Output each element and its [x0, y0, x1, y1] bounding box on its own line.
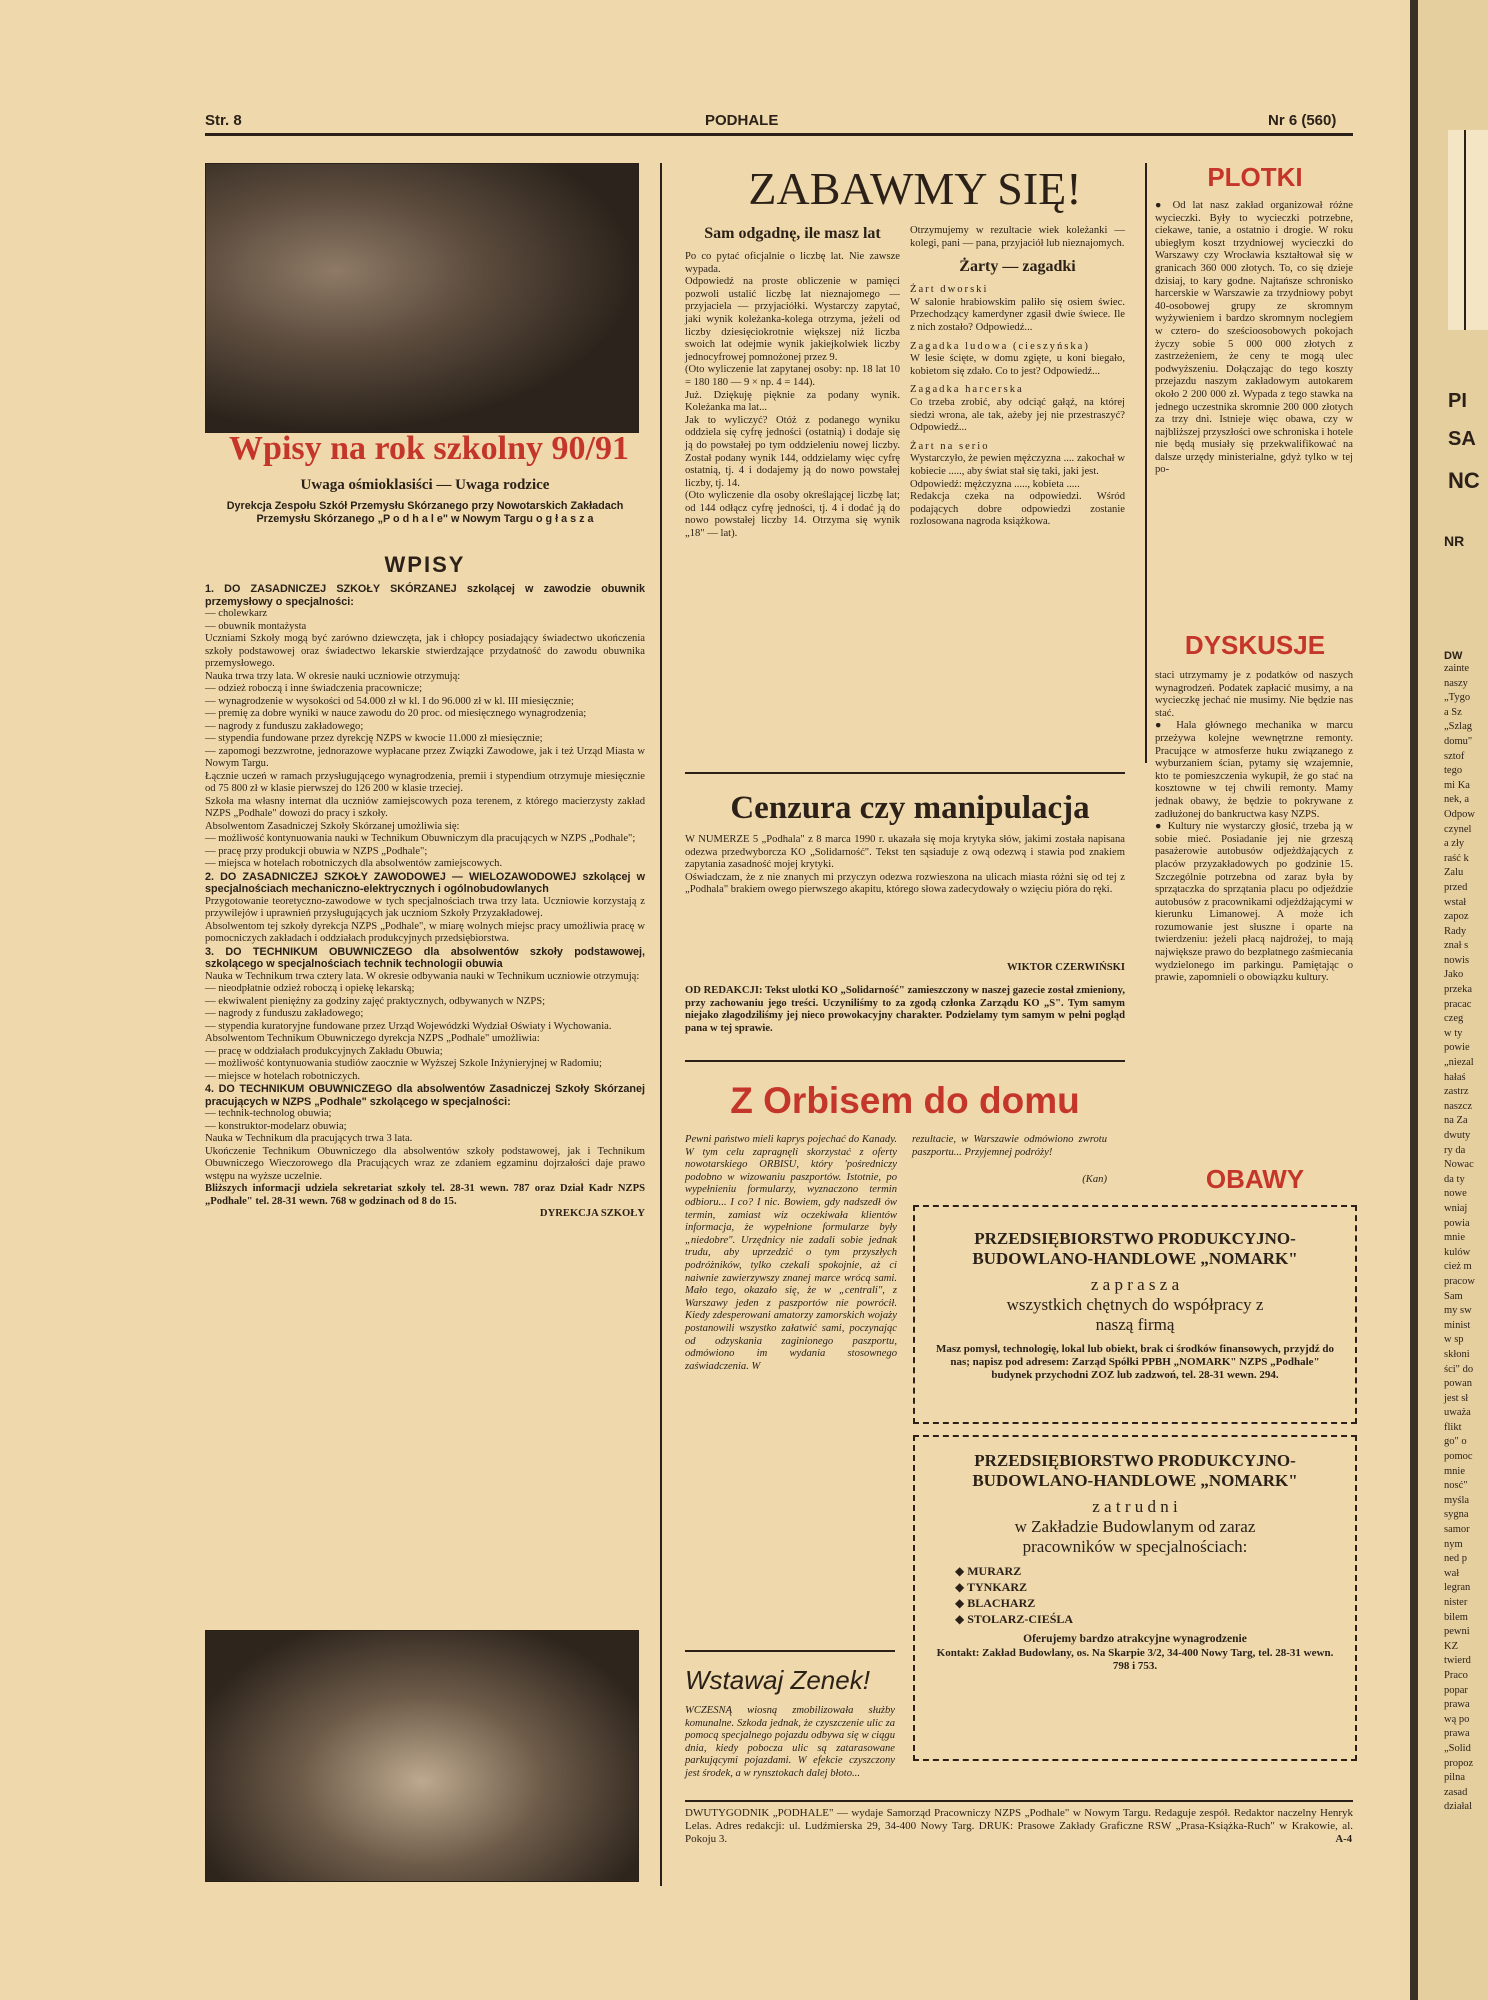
edge-text-sa: SA	[1448, 428, 1476, 450]
edge-text-line: powie	[1444, 1042, 1470, 1054]
section-4-heading: 4. DO TECHNIKUM OBUWNICZEGO dla absolwentów Zasadniczej Szkoły Skórzanej pracujących w NZPS „Podhale" szkolącego w specjalności:	[205, 1083, 645, 1108]
nomark-ad-2-title: PRZEDSIĘBIORSTWO PRODUKCYJNO-BUDOWLANO-HANDLOWE „NOMARK"	[972, 1451, 1298, 1490]
edge-text-nc: NC	[1448, 468, 1480, 493]
edge-text-line: naszy	[1444, 677, 1468, 689]
edge-text-line: wniaj	[1444, 1202, 1468, 1214]
games-column-1	[685, 225, 900, 765]
masthead-title: PODHALE	[705, 112, 779, 129]
section-2-heading: 2. DO ZASADNICZEJ SZKOŁY ZAWODOWEJ — WIELOZAWODOWEJ szkolącej w specjalnościach mechaniczno-elektrycznych i ogólnobudowlanych	[205, 870, 645, 895]
joke-4-title: Żart na serio	[910, 440, 990, 452]
plotki-title: PLOTKI	[1207, 162, 1303, 192]
edge-text-line: da ty	[1444, 1173, 1465, 1185]
admissions-announcer: Dyrekcja Zespołu Szkół Przemysłu Skórzanego przy Nowotarskich Zakładach Przemysłu Skórzanego „P o d h a l e" w Nowym Targu o g ł a s z a	[226, 500, 624, 525]
edge-text-line: pracow	[1444, 1275, 1475, 1287]
cenzura-title: Cenzura czy manipulacja	[730, 790, 1090, 826]
edge-text-line: wą po	[1444, 1713, 1470, 1725]
edge-text-line: zapoz	[1444, 911, 1469, 923]
edge-text-line: zainte	[1444, 663, 1470, 674]
edge-text-line: minist	[1444, 1319, 1471, 1331]
edge-text-line: raść k	[1444, 852, 1469, 864]
edge-text-line: Zalu	[1444, 867, 1464, 879]
edge-text-line: „niezal	[1444, 1057, 1474, 1069]
edge-text-line: powia	[1444, 1217, 1470, 1229]
edge-text-line: pracac	[1444, 998, 1472, 1010]
edge-text-line: myśla	[1444, 1494, 1470, 1506]
age-guess-result: Otrzymujemy w rezultacie wiek koleżanki — kolegi, pani — pana, przyjaciół lub nieznajomych.	[910, 225, 1125, 249]
orbis-signature: (Kan)	[1082, 1174, 1107, 1185]
edge-text-line: nosć"	[1444, 1480, 1468, 1492]
position-label: TYNKARZ	[967, 1580, 1028, 1594]
edge-text-line: zastrz	[1444, 1086, 1469, 1098]
cenzura-signature: WIKTOR CZERWIŃSKI	[1006, 962, 1125, 973]
edge-text-line: a zły	[1444, 838, 1465, 850]
edge-text-line: domu"	[1444, 735, 1473, 747]
nomark-ad-2-contact: Kontakt: Zakład Budowlany, os. Na Skarpie 3/2, 34-400 Nowy Targ, tel. 28-31 wewn. 798 i 753.	[936, 1647, 1334, 1672]
edge-text-line: tego	[1444, 765, 1463, 777]
edge-text-line: twierd	[1444, 1655, 1471, 1667]
edge-text-line: naszcz	[1444, 1100, 1472, 1112]
nomark-ad-2-line: w Zakładzie Budowlanym od zaraz pracowników w specjalnościach:	[1014, 1517, 1256, 1556]
edge-text-line: Praco	[1444, 1669, 1468, 1681]
zenek-body: WCZESNĄ wiosną zmobilizowała służby komunalne. Szkoda jednak, że czyszczenie ulic za pomocą specjalnego pojazdu odbywa się w ciągu dnia, kiedy pobocza ulic są zatarasowane parkującymi pojazdami. W efekcie czyszczony jest środek, a w rynsztokach dalej błoto...	[685, 1705, 895, 1779]
edge-text-line: kulów	[1444, 1246, 1471, 1258]
edge-text-line: Odpow	[1444, 808, 1475, 820]
edge-text-line: nowe	[1444, 1188, 1467, 1200]
edge-text-line: zasad	[1444, 1786, 1468, 1798]
edge-text-line: ned p	[1444, 1553, 1468, 1565]
imprint: DWUTYGODNIK „PODHALE" — wydaje Samorząd Pracowniczy NZPS „Podhale" w Nowym Targu. Redaguje zespół. Redaktor naczelny Henryk Lelas. Adres redakcji: ul. Ludźmierska 29, 34-400 Nowy Targ. DRUK: Prasowe Zakłady Graficzne RSW „Prasa-Książka-Ruch" w Krakowie, al. Pokoju 3.	[685, 1807, 1353, 1845]
edge-text-line: Nowac	[1444, 1159, 1474, 1171]
edge-text-line: wał	[1444, 1567, 1460, 1579]
edge-text-line: działal	[1444, 1801, 1472, 1813]
rule-above-footer	[685, 1800, 1353, 1802]
edge-text-line: sygna	[1444, 1509, 1469, 1521]
edge-text-line: Sam	[1444, 1290, 1463, 1302]
edge-text-line: na Za	[1444, 1115, 1468, 1127]
edge-text-line: znał s	[1444, 940, 1469, 952]
games-title: ZABAWMY SIĘ!	[748, 163, 1082, 214]
orbis-body: Pewni państwo mieli kaprys pojechać do Kanady. W tym celu zapragnęli skorzystać z oferty nowotarskiego ORBISU, który 'pośredniczy podobno w wizowaniu paszportów. Istotnie, po wypełnieniu formularzy, wyznaczono termin odbioru... I co? I nic. Bowiem, gdy nadszedł ów termin, zamiast wiz oczekiwała klientów informacja, że wypełnione formularze były „niedobre". Urzędnicy nie zadali sobie jednak trudu, aby uprzedzić o tym przyszłych podróżników, tylko czekali spokojnie, aż ci naiwnie zawierzywszy znanej marce wrócą sami. Mało tego, okazało się, że w „centrali", z Warszawy jeden z paszportów nie powrócił. Kiedy zdesperowani amatorzy zamorskich wojaży postanowili wszystko załatwić sami, poczynając od odzyskania zaginionego paszportu, odmówiono im wydania stosownego zaświadczenia. W	[685, 1134, 897, 1372]
edge-text-line: popar	[1444, 1684, 1468, 1696]
joke-4-body: Wystarczyło, że pewien mężczyzna .... zakochał w kobiecie ....., aby świat stał się taki, jaki jest. Odpowiedź: mężczyzna ....., kobieta ..... Redakcja czeka na odpowiedzi. Wśród podających dobre odpowiedzi zostanie rozlosowana nagroda książkowa.	[910, 453, 1125, 528]
school-signature: DYREKCJA SZKOŁY	[539, 1208, 645, 1219]
edge-text-line: wstał	[1444, 896, 1467, 908]
joke-1-title: Żart dworski	[910, 284, 989, 296]
position-item: ◆ MURARZ	[955, 1564, 1022, 1578]
admissions-headline: Wpisy na rok szkolny 90/91	[229, 430, 629, 467]
edge-text-line: nek, a	[1444, 794, 1470, 806]
edge-text-line: my sw	[1444, 1305, 1472, 1317]
edge-text-line: prawa	[1444, 1728, 1470, 1740]
column-divider-left	[660, 163, 662, 1886]
edge-text-line: uważa	[1444, 1407, 1471, 1419]
edge-text-nr: NR	[1444, 533, 1465, 549]
section-1-body: Uczniami Szkoły mogą być zarówno dziewczęta, jak i chłopcy posiadający świadectwo ukończenia szkoły podstawowej oraz świadectwo lekarskie stwierdzające przydatność do zawodu obuwnika przemysłowego. Nauka trwa trzy lata. W okresie nauki uczniowie otrzymują: — odzież roboczą i inne świadczenia pracownicze; — wynagrodzenie w wysokości od 54.000 zł w kl. I do 96.000 zł w kl. III miesięcznie; — premię za dobre wyniki w nauce zawodu do 20 proc. od miesięcznego wynagrodzenia; — nagrody z funduszu zakładowego; — stypendia fundowane przez dyrekcję NZPS w kwocie 11.000 zł miesięcznie; — zapomogi bezzwrotne, jednorazowe wypłacane przez Związki Zawodowe, jak i też Urząd Miasta w Nowym Targu. Łącznie uczeń w ramach przysługującego wynagrodzenia, premii i stypendium otrzymuje miesięcznie od 75 800 zł w klasie pierwszej do 126 200 w klasie trzeciej. Szkoła ma własny internat dla uczniów zamiejscowych poza terenem, z którego macierzysty zakład NZPS „Podhale" dowozi do pracy i szkoły. Absolwentom Zasadniczej Szkoły Skórzanej umożliwia się: — możliwość kontynuowania nauki w Technikum Obuwniczym dla pracujących w NZPS „Podhale"; — pracę przy produkcji obuwia w NZPS „Podhale"; — miejsca w hotelach robotniczych dla absolwentów zamiejscowych.	[205, 633, 645, 869]
rule-above-zenek	[685, 1650, 895, 1652]
age-guess-heading: Sam odgadnę, ile masz lat	[704, 225, 881, 242]
edge-text-line: prawa	[1444, 1699, 1470, 1711]
edge-text-line: sztof	[1444, 750, 1465, 762]
section-4-body: — technik-technolog obuwia; — konstruktor-modelarz obuwia; Nauka w Technikum dla pracujących trwa 3 lata. Ukończenie Technikum Obuwniczego dla absolwentów szkoły podstawowej, jak i Technikum Obuwniczego Wieczorowego dla Pracujących wraz ze zdaniem egzaminu dojrzałości daje prawo wstępu na wyższe uczelnie.	[205, 1108, 645, 1182]
nomark-ad-2-positions	[955, 1563, 1355, 1627]
edge-text-line: mnie	[1444, 1232, 1465, 1244]
edge-graphic	[1448, 130, 1488, 330]
position-item: ◆ TYNKARZ	[955, 1580, 1028, 1594]
page-number: Str. 8	[205, 112, 242, 129]
section-1-items: — cholewkarz — obuwnik montażysta	[205, 608, 307, 632]
joke-3-body: Co trzeba zrobić, aby odciąć gałąź, na której siedzi wrona, ale tak, ażeby jej nie przestraszyć? Odpowiedź...	[910, 396, 1125, 434]
edge-text-line: Jako	[1444, 969, 1464, 981]
position-label: BLACHARZ	[967, 1596, 1036, 1610]
edge-text-line: nister	[1444, 1597, 1468, 1608]
jokes-heading: Żarty — zagadki	[959, 258, 1076, 276]
edge-text-line: pomoc	[1444, 1451, 1473, 1463]
nomark-ad-1-body: Masz pomysł, technologię, lokal lub obiekt, brak ci środków finansowych, przyjdź do nas; napisz pod adresem: Zarząd Spółki PPBH „NOMARK" NZPS „Podhale" budynek przychodni ZOZ lub zadzwoń, tel. 28-31 wewn. 294.	[936, 1343, 1334, 1381]
edge-text-line: „Szlag	[1444, 721, 1472, 733]
edge-text-line: skłoni	[1444, 1348, 1470, 1360]
nomark-ad-1-title: PRZEDSIĘBIORSTWO PRODUKCYJNO-BUDOWLANO-HANDLOWE „NOMARK"	[972, 1229, 1298, 1268]
nomark-ad-2-verb: z a t r u d n i	[1092, 1497, 1178, 1516]
orbis-title: Z Orbisem do domu	[730, 1080, 1080, 1121]
edge-text-line: mi Ka	[1444, 779, 1470, 791]
edge-text-line: KZ	[1444, 1640, 1458, 1652]
age-guess-body: Po co pytać oficjalnie o liczbę lat. Nie zawsze wypada. Odpowiedź na proste obliczenie w pamięci pozwoli ustalić liczbę lat nieznajomego — przyjaciela — przyjaciółki. Wystarczy zapytać, jaki wynik koleżanka-kolega otrzyma, jeżeli od liczby dziesięciokrotnie większej niż liczba swoich lat odejmie wynik jakiejkolwiek liczby jednocyfrowej pomnożonej przez 9. (Oto wyliczenie lat zapytanej osoby: np. 18 lat 10 = 180 180 — 9 × np. 4 = 144). Już. Dziękuję pięknie za podany wynik. Koleżanka ma lat... Jak to wyliczyć? Otóż z podanego wyniku oddziela się cyfrę jedności (ostatnią) i dodaje się ją do powstałej po tym oddzieleniu nowej liczby. Został podany wynik 144, oddzielamy więc cyfrę ostatnią, tj. 4 i dodajemy ją do nowo powstałej liczby, tj. 14. (Oto wyliczenie dla osoby określającej liczbę lat; od 144 odłącz cyfrę jedności, tj. 4 i dodać ją do nowo powstałej liczby 14. Otrzyma się wynik „18" — lat).	[685, 251, 900, 540]
edge-text-line: powan	[1444, 1378, 1472, 1390]
imprint-code: A-4	[1335, 1834, 1352, 1845]
admissions-subheading: Uwaga ośmioklasiści — Uwaga rodzice	[300, 477, 550, 493]
orbis-body-continued: rezultacie, w Warszawie odmówiono zwrotu paszportu... Przyjemnej podróży!	[912, 1134, 1107, 1158]
edge-text-line: legran	[1444, 1582, 1471, 1594]
edge-text-line: propoz	[1444, 1757, 1474, 1769]
edge-text-line: przed	[1444, 881, 1468, 893]
position-label: MURARZ	[967, 1564, 1022, 1578]
obawy-title: OBAWY	[1205, 1164, 1305, 1194]
games-column-2	[910, 225, 1125, 765]
adjacent-page-edge	[1418, 0, 1488, 2000]
edge-text-line: przeka	[1444, 984, 1472, 996]
edge-text-line: bilem	[1444, 1611, 1468, 1623]
nomark-ad-1-verb: z a p r a s z a	[1090, 1275, 1180, 1294]
edge-text-line: flikt	[1444, 1421, 1462, 1433]
edge-text-line: hałaś	[1444, 1071, 1466, 1083]
section-3-body: Nauka w Technikum trwa cztery lata. W okresie odbywania nauki w Technikum uczniowie otrzymują: — nieodpłatnie odzież roboczą i opiekę lekarską; — ekwiwalent pieniężny za godziny zajęć praktycznych, odbywanych w NZPS; — nagrody z funduszu zakładowego; — stypendia kuratoryjne fundowane przez Urząd Wojewódzki Wydział Oświaty i Wychowania. Absolwentom Technikum Obuwniczego dyrekcja NZPS „Podhale" umożliwia: — pracę w oddziałach produkcyjnych Zakładu Obuwia; — możliwość kontynuowania studiów zaocznie w Wyższej Szkole Inżynieryjnej w Radomiu; — miejsce w hotelach robotniczych.	[205, 970, 640, 1082]
edge-text-line: pewni	[1444, 1626, 1470, 1638]
edge-text-line: czeg	[1444, 1013, 1464, 1025]
nomark-ad-1-line: wszystkich chętnych do współpracy z naszą firmą	[1006, 1295, 1264, 1334]
editorial-note: OD REDAKCJI: Tekst ulotki KO „Solidarność" zamieszczony w naszej gazecie został zmieniony, przy zachowaniu jego treści. Uczyniliśmy to za zgodą członka Zarządu KO „S". Tym samym niejako złagodziliśmy jej nieco prowokacyjny charakter. Podzielamy tym samym w pełni pogląd pana w tej sprawie.	[685, 985, 1125, 1034]
edge-text-line: Rady	[1444, 925, 1467, 937]
dyskusje-body: staci utrzymamy je z podatków od naszych wynagrodzeń. Podatek zapłacić musimy, a na wycieczkę jechać nie musimy. Nie będzie nas stać. ● Hala głównego mechanika w marcu przeżywa kolejne wewnętrzne remonty. Pracujące w atmosferze huku związanego z wyburzaniem ścian, pytamy się wzajemnie, kto te pomieszczenia wykupił, że go stać na kosztowne w tej chwili remonty. Mamy jednak obawy, że będzie to pokrywane z zadłużonej do bankructwa kasy NZPS. ● Kultury nie wystarczy głosić, trzeba ją w sobie mieć. Posiadanie jej nie grzeszą pasażerowie autobusów odjeżdżających z placów przyzakładowych po godzinie 15. Szczególnie potrzebna od zaraz była by sprzątaczka do sprzątania placu po odjeździe autobusów z pracownikami odjeżdżającymi w kierunku Limanowej. A może ich rozumowanie jest słuszne i oparte na twierdzeniu: jeżeli płacą najdrożej, to mają największe prawo do bezpłatnego zaśmiecania wydzielonego im parkingu. Pamiętając o prawie, zapomnieli o obowiązku kultury.	[1155, 670, 1353, 984]
edge-text-pi: PI	[1448, 390, 1467, 412]
edge-text-line: w ty	[1444, 1027, 1463, 1039]
edge-text-line: w sp	[1444, 1334, 1464, 1346]
edge-text-line: cież m	[1444, 1261, 1472, 1273]
edge-text-line: dwuty	[1444, 1130, 1471, 1141]
edge-text-line: pilna	[1444, 1772, 1465, 1784]
edge-text-line: ry da	[1444, 1144, 1466, 1156]
plotki-body: ● Od lat nasz zakład organizował różne wycieczki. Były to wycieczki potrzebne, ciekawe, tanie, a ostatnio i drogie. W roku ubiegłym koszt trzydniowej wycieczki do Warszawy czy Wrocławia kształtował się w granicach 360 000 złotych. To, co się dzieje dzisiaj, to kary godne. Najtańsze schronisko harcerskie w Warszawie za trzydniowy pobyt 40-osobowej grupy ze skromnym wyżywieniem i bardzo skromnym noclegiem w cztero- do sześcioosobowych pokojach życzy sobie 5 000 000 złotych z zastrzeżeniem, że ceny te mogą ulec podwyższeniu. Dołączając do tego koszty przejazdu naszym zakładowym autokarem około 2 200 000 zł. Wypada z tego stawka na jednego uczestnika skromnie 200 000 złotych za trzy dni. Istnieje więc obawa, czy w najbliższej przyszłości owe schroniska i hotele nie będą musiały się przekwalifikować na dalsze urzędy ministerialne, gdyż tylko w tej po-	[1155, 200, 1353, 476]
photo-classroom	[205, 1630, 639, 1882]
issue-number: Nr 6 (560)	[1268, 112, 1337, 129]
joke-1-body: W salonie hrabiowskim paliło się osiem świec. Przechodzący kamerdyner zgasił dwie świece. Ile z nich zostało? Odpowiedź...	[910, 296, 1125, 333]
rule-above-orbis	[685, 1060, 1125, 1062]
cenzura-body: W NUMERZE 5 „Podhala" z 8 marca 1990 r. ukazała się moja krytyka słów, jakimi została napisana odezwa przedwyborcza KO „Solidarność". Tekst ten sąsiaduje z ową odezwą i stawia pod znakiem zapytania zasadność mojej krytyki. Oświadczam, że z nie znanych mi przyczyn odezwa rozwieszona na ulicach miasta różni się od tej z „Podhala" brakiem owego pierwszego akapitu, którego słowa zadecydowały o wzięciu pióra do ręki.	[685, 834, 1125, 896]
edge-text-line: jest sł	[1444, 1392, 1469, 1404]
edge-text-line: nowis	[1444, 954, 1470, 966]
edge-text-line: mnie	[1444, 1465, 1465, 1477]
rule-above-cenzura	[685, 772, 1125, 774]
edge-text-dw: DW	[1444, 650, 1463, 662]
edge-text-line: „Solid	[1444, 1742, 1471, 1754]
header-rule	[205, 133, 1353, 136]
position-item: ◆ STOLARZ-CIEŚLA	[955, 1612, 1074, 1626]
wpisy-heading: WPISY	[384, 552, 466, 577]
edge-text-line: „Tygo	[1444, 692, 1471, 704]
section-2-body: Przygotowanie teoretyczno-zawodowe w tych specjalnościach trwa trzy lata. Uczniowie korzystają z przywilejów i uprawnień przysługujących jak uczniom Szkoły Przyzakładowej. Absolwentom tej szkoły dyrekcja NZPS „Podhale", w miarę wolnych miejsc pracy umożliwia pracę w pomocniczych zakładach i oddziałach produkcyjnych przedsiębiorstwa.	[205, 895, 645, 944]
position-label: STOLARZ-CIEŚLA	[967, 1612, 1074, 1626]
nomark-ad-2-offer: Oferujemy bardzo atrakcyjne wynagrodzenie	[1023, 1633, 1247, 1645]
edge-text-line: a Sz	[1444, 706, 1462, 718]
position-item: ◆ BLACHARZ	[955, 1596, 1036, 1610]
zenek-title: Wstawaj Zenek!	[685, 1665, 870, 1695]
joke-3-title: Zagadka harcerska	[910, 384, 1024, 396]
edge-text-line: go" o	[1444, 1436, 1467, 1448]
column-divider-right-top	[1145, 163, 1147, 763]
edge-text-column	[1444, 662, 1488, 1815]
edge-text-line: ści" do	[1444, 1363, 1474, 1375]
contact-info: Bliższych informacji udziela sekretariat szkoły tel. 28-31 wewn. 787 oraz Dział Kadr NZPS „Podhale" tel. 28-31 wewn. 768 w godzinach od 8 do 15.	[205, 1183, 645, 1207]
edge-text-line: czynel	[1444, 823, 1472, 835]
joke-2-title: Zagadka ludowa (cieszyńska)	[910, 340, 1090, 352]
nomark-ad-1	[913, 1205, 1357, 1424]
dyskusje-title: DYSKUSJE	[1184, 630, 1326, 660]
section-3-heading: 3. DO TECHNIKUM OBUWNICZEGO dla absolwentów szkoły podstawowej, szkolącego w specjalnościach technik technologii obuwia	[205, 945, 645, 970]
joke-2-body: W lesie ścięte, w domu zgięte, u koni biegało, kobietom się zdało. Co to jest? Odpowiedź...	[910, 353, 1125, 377]
edge-text-line: samor	[1444, 1524, 1470, 1536]
section-1-heading: 1. DO ZASADNICZEJ SZKOŁY SKÓRZANEJ szkolącej w zawodzie obuwnik przemysłowy o specjalności:	[205, 583, 645, 608]
edge-text-line: nym	[1444, 1538, 1463, 1550]
photo-women-at-work	[205, 163, 639, 433]
nomark-ad-2	[913, 1435, 1357, 1761]
